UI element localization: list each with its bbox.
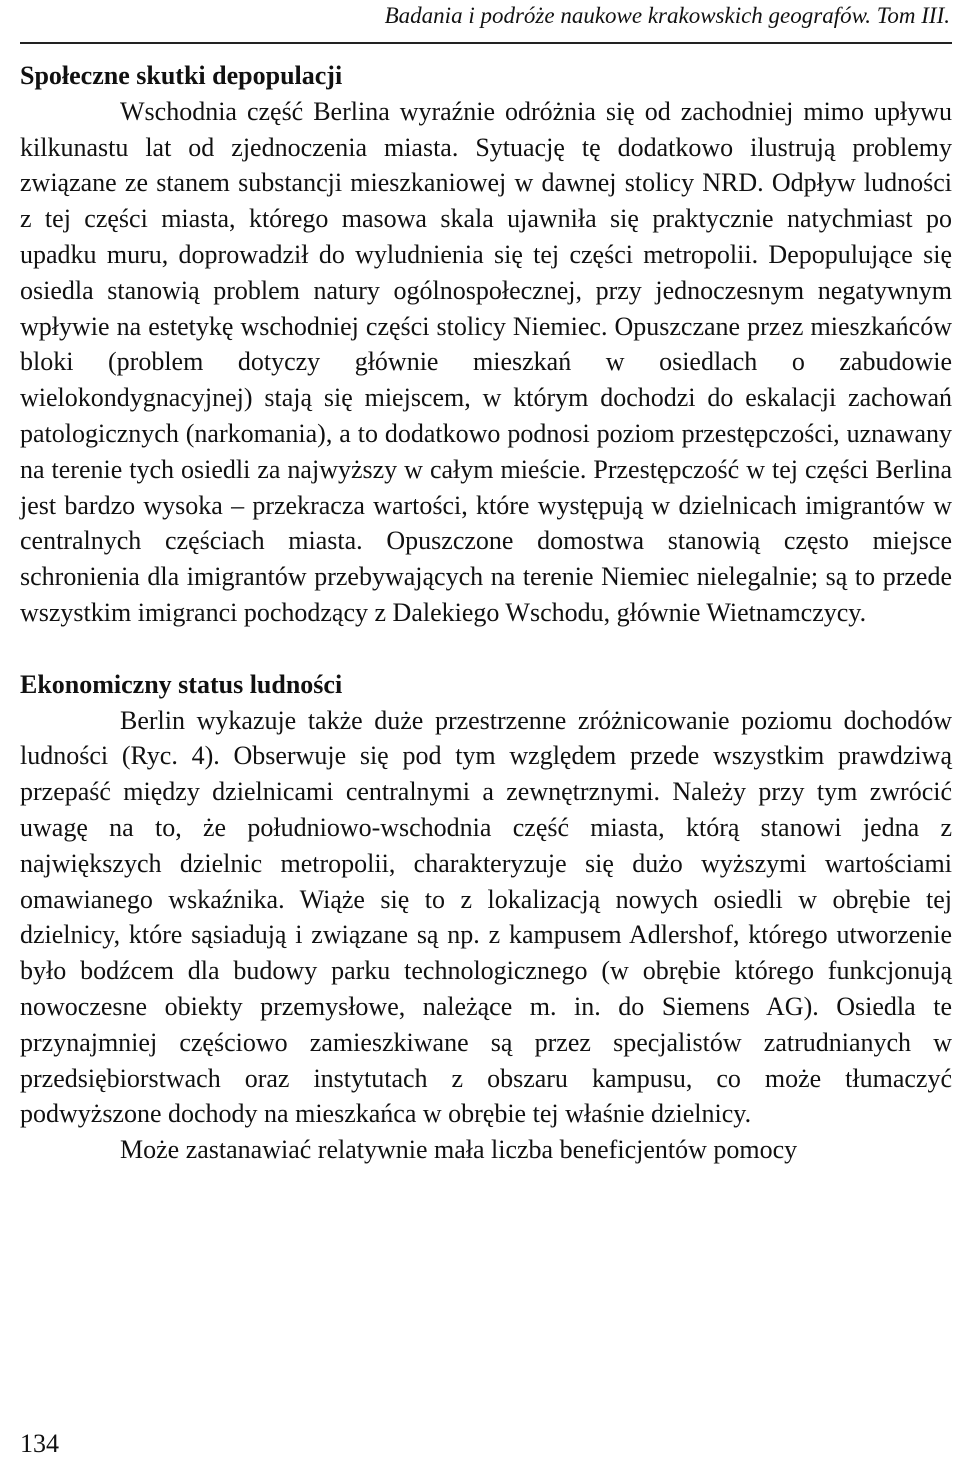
section-economic-status: [20, 667, 952, 1168]
page-body: [20, 58, 952, 1168]
running-header: [20, 0, 952, 44]
page-number: 134: [20, 1429, 59, 1458]
body-paragraph: Berlin wykazuje także duże przestrzenne zróżnicowanie poziomu dochodów ludności (Ryc. 4). Obserwuje się pod tym względem przede wszystkim prawdziwą przepaść między dzielnicami centralnymi a zewnętrznymi. Należy przy tym zwrócić uwagę na to, że południowo-wschodnia część miasta, którą stanowi jedna z największych dzielnic metropolii, charakteryzuje się dużo wyższymi wartościami omawianego wskaźnika. Wiąże się to z lokalizacją nowych osiedli w obrębie tej dzielnicy, które sąsiadują i związane są np. z kampusem Adlershof, którego utworzenie było bodźcem dla budowy parku technologicznego (w obrębie którego funkcjonują nowoczesne obiekty przemysłowe, należące m. in. do Siemens AG). Osiedla te przynajmniej częściowo zamieszkiwane są przez specjalistów zatrudnianych w przedsiębiorstwach oraz instytutach z obszaru kampusu, co może tłumaczyć podwyższone dochody na mieszkańca w obrębie tej właśnie dzielnicy.: [20, 705, 952, 1129]
running-header-title: Badania i podróże naukowe krakowskich geografów. Tom III.: [384, 3, 950, 28]
section-heading: Ekonomiczny status ludności: [20, 669, 343, 699]
section-heading: Społeczne skutki depopulacji: [20, 61, 343, 90]
body-paragraph: Może zastanawiać relatywnie mała liczba beneficjentów pomocy: [120, 1135, 798, 1165]
section-social-effects: [20, 58, 952, 631]
body-paragraph: Wschodnia część Berlina wyraźnie odróżnia się od zachodniej mimo upływu kilkunastu lat od zjednoczenia miasta. Sytuację tę dodatkowo ilustrują problemy związane ze stanem substancji mieszkaniowej w dawnej stolicy NRD. Odpływ ludności z tej części miasta, którego masowa skala ujawniła się praktycznie natychmiast po upadku muru, doprowadził do wyludnienia się tej części metropolii. Depopulujące się osiedla stanowią problem natury ogólnospołecznej, przy jednoczesnym negatywnym wpływie na estetykę wschodniej części stolicy Niemiec. Opuszczane przez mieszkańców bloki (problem dotyczy głównie mieszkań w osiedlach o zabudowie wielokondygnacyjnej) stają się miejscem, w którym dochodzi do eskalacji zachowań patologicznych (narkomania), a to dodatkowo podnosi poziom przestępczości, uznawany na terenie tych osiedli za najwyższy w całym mieście. Przestępczość w tej części Berlina jest bardzo wysoka – przekracza wartości, które występują w dzielnicach imigrantów w centralnych częściach miasta. Opuszczone domostwa stanowią często miejsce schronienia dla imigrantów przebywających na terenie Niemiec nielegalnie; są to przede wszystkim imigranci pochodzący z Dalekiego Wschodu, głównie Wietnamczycy.: [20, 96, 952, 627]
section-spacer: [20, 631, 952, 667]
